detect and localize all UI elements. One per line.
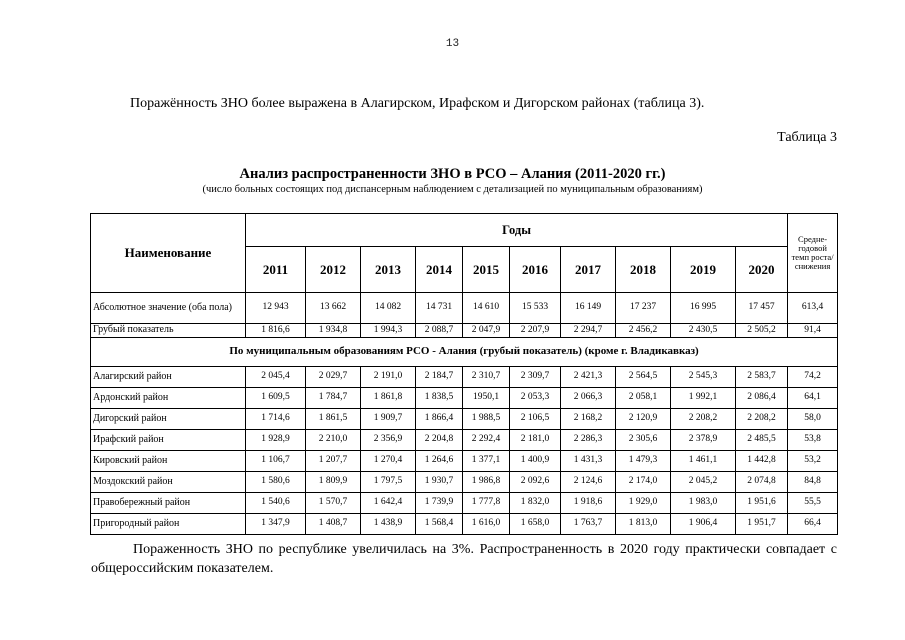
cell-value: 1 909,7 bbox=[361, 409, 416, 430]
cell-value: 1 400,9 bbox=[510, 451, 561, 472]
cell-value: 1 461,1 bbox=[671, 451, 736, 472]
header-year: 2016 bbox=[510, 247, 561, 293]
cell-value: 2 210,0 bbox=[306, 430, 361, 451]
cell-rate: 58,0 bbox=[788, 409, 838, 430]
district-row bbox=[91, 493, 838, 514]
cell-value: 1 777,8 bbox=[463, 493, 510, 514]
cell-value: 14 082 bbox=[361, 293, 416, 324]
cell-value: 1 438,9 bbox=[361, 514, 416, 535]
cell-value: 1 992,1 bbox=[671, 388, 736, 409]
cell-value: 1 442,8 bbox=[736, 451, 788, 472]
section-row bbox=[91, 338, 838, 367]
district-row bbox=[91, 451, 838, 472]
cell-value: 2 208,2 bbox=[671, 409, 736, 430]
header-year: 2018 bbox=[616, 247, 671, 293]
cell-value: 1 813,0 bbox=[616, 514, 671, 535]
cell-value: 2 564,5 bbox=[616, 367, 671, 388]
cell-value: 1 816,6 bbox=[246, 324, 306, 338]
header-name: Наименование bbox=[91, 214, 246, 293]
cell-value: 2 207,9 bbox=[510, 324, 561, 338]
cell-value: 1 988,5 bbox=[463, 409, 510, 430]
header-year: 2019 bbox=[671, 247, 736, 293]
cell-value: 2 310,7 bbox=[463, 367, 510, 388]
cell-value: 2 292,4 bbox=[463, 430, 510, 451]
row-name: Дигорский район bbox=[91, 409, 246, 430]
cell-value: 1 270,4 bbox=[361, 451, 416, 472]
cell-value: 2 309,7 bbox=[510, 367, 561, 388]
cell-rate: 84,8 bbox=[788, 472, 838, 493]
cell-value: 2 086,4 bbox=[736, 388, 788, 409]
table-label: Таблица 3 bbox=[777, 130, 837, 145]
row-absolute bbox=[91, 293, 838, 324]
header-year: 2011 bbox=[246, 247, 306, 293]
row-name: Алагирский район bbox=[91, 367, 246, 388]
cell-value: 2 430,5 bbox=[671, 324, 736, 338]
cell-value: 1 739,9 bbox=[416, 493, 463, 514]
district-row bbox=[91, 430, 838, 451]
cell-value: 2 058,1 bbox=[616, 388, 671, 409]
cell-value: 2 053,3 bbox=[510, 388, 561, 409]
cell-value: 2 204,8 bbox=[416, 430, 463, 451]
cell-rate: 64,1 bbox=[788, 388, 838, 409]
header-year: 2020 bbox=[736, 247, 788, 293]
header-year: 2012 bbox=[306, 247, 361, 293]
cell-value: 2 184,7 bbox=[416, 367, 463, 388]
table-subtitle: (число больных состоящих под диспансерным наблюдением с детализацией по муниципальным образованиям) bbox=[202, 184, 703, 195]
cell-value: 1 207,7 bbox=[306, 451, 361, 472]
cell-rate: 74,2 bbox=[788, 367, 838, 388]
row-name: Пригородный район bbox=[91, 514, 246, 535]
cell-value: 1 951,7 bbox=[736, 514, 788, 535]
cell-value: 1 479,3 bbox=[616, 451, 671, 472]
cell-value: 1 918,6 bbox=[561, 493, 616, 514]
cell-value: 2 074,8 bbox=[736, 472, 788, 493]
cell-value: 1 431,3 bbox=[561, 451, 616, 472]
cell-value: 1 861,5 bbox=[306, 409, 361, 430]
cell-value: 1 838,5 bbox=[416, 388, 463, 409]
cell-value: 1 784,7 bbox=[306, 388, 361, 409]
cell-value: 1 930,7 bbox=[416, 472, 463, 493]
cell-value: 2 047,9 bbox=[463, 324, 510, 338]
district-row bbox=[91, 367, 838, 388]
cell-value: 1 929,0 bbox=[616, 493, 671, 514]
cell-value: 1 408,7 bbox=[306, 514, 361, 535]
cell-value: 2 029,7 bbox=[306, 367, 361, 388]
table-body bbox=[91, 293, 838, 535]
cell-value: 1 809,9 bbox=[306, 472, 361, 493]
cell-value: 1 994,3 bbox=[361, 324, 416, 338]
cell-value: 2 583,7 bbox=[736, 367, 788, 388]
cell-value: 2 092,6 bbox=[510, 472, 561, 493]
cell-value: 2 378,9 bbox=[671, 430, 736, 451]
header-year: 2015 bbox=[463, 247, 510, 293]
cell-value: 15 533 bbox=[510, 293, 561, 324]
cell-value: 2 066,3 bbox=[561, 388, 616, 409]
cell-value: 1 540,6 bbox=[246, 493, 306, 514]
cell-value: 1 609,5 bbox=[246, 388, 306, 409]
cell-value: 1 570,7 bbox=[306, 493, 361, 514]
cell-value: 2 485,5 bbox=[736, 430, 788, 451]
cell-value: 1 763,7 bbox=[561, 514, 616, 535]
cell-value: 2 545,3 bbox=[671, 367, 736, 388]
cell-value: 1 986,8 bbox=[463, 472, 510, 493]
cell-value: 2 286,3 bbox=[561, 430, 616, 451]
district-row bbox=[91, 514, 838, 535]
cell-rate: 53,2 bbox=[788, 451, 838, 472]
row-name: Моздокский район bbox=[91, 472, 246, 493]
cell-value: 2 505,2 bbox=[736, 324, 788, 338]
cell-value: 2 191,0 bbox=[361, 367, 416, 388]
cell-value: 1 866,4 bbox=[416, 409, 463, 430]
cell-value: 2 088,7 bbox=[416, 324, 463, 338]
cell-value: 16 995 bbox=[671, 293, 736, 324]
cell-value: 1 264,6 bbox=[416, 451, 463, 472]
table-title: Анализ распространенности ЗНО в РСО – Алания (2011-2020 гг.) bbox=[239, 166, 666, 182]
row-name: Ирафский район bbox=[91, 430, 246, 451]
cell-value: 14 610 bbox=[463, 293, 510, 324]
cell-rate: 91,4 bbox=[788, 324, 838, 338]
cell-value: 1 797,5 bbox=[361, 472, 416, 493]
district-row bbox=[91, 472, 838, 493]
conclusion-text: Пораженность ЗНО по республике увеличилась на 3%. Распространенность в 2020 году практически совпадает с общероссийским показателем. bbox=[91, 542, 837, 576]
cell-value: 14 731 bbox=[416, 293, 463, 324]
row-name: Ардонский район bbox=[91, 388, 246, 409]
row-name: Грубый показатель bbox=[91, 324, 246, 338]
cell-value: 2 456,2 bbox=[616, 324, 671, 338]
cell-value: 1 658,0 bbox=[510, 514, 561, 535]
cell-value: 1 832,0 bbox=[510, 493, 561, 514]
cell-value: 1 642,4 bbox=[361, 493, 416, 514]
cell-value: 1 951,6 bbox=[736, 493, 788, 514]
cell-value: 1 906,4 bbox=[671, 514, 736, 535]
cell-rate: 66,4 bbox=[788, 514, 838, 535]
row-name: Абсолютное значение (оба пола) bbox=[91, 293, 246, 324]
section-title: По муниципальным образованиям РСО - Алания (грубый показатель) (кроме г. Владикавказ) bbox=[91, 338, 838, 367]
cell-value: 16 149 bbox=[561, 293, 616, 324]
row-crude bbox=[91, 324, 838, 338]
cell-rate: 55,5 bbox=[788, 493, 838, 514]
cell-rate: 53,8 bbox=[788, 430, 838, 451]
cell-value: 12 943 bbox=[246, 293, 306, 324]
cell-value: 17 457 bbox=[736, 293, 788, 324]
header-years-group: Годы bbox=[246, 214, 788, 247]
district-row bbox=[91, 409, 838, 430]
cell-value: 1 377,1 bbox=[463, 451, 510, 472]
header-rate: Средне-годовой темп роста/ снижения bbox=[788, 214, 838, 293]
conclusion-paragraph bbox=[91, 540, 837, 578]
cell-value: 1 714,6 bbox=[246, 409, 306, 430]
cell-value: 1 861,8 bbox=[361, 388, 416, 409]
cell-value: 2 421,3 bbox=[561, 367, 616, 388]
cell-value: 2 294,7 bbox=[561, 324, 616, 338]
cell-value: 2 120,9 bbox=[616, 409, 671, 430]
district-row bbox=[91, 388, 838, 409]
cell-value: 13 662 bbox=[306, 293, 361, 324]
cell-value: 1 347,9 bbox=[246, 514, 306, 535]
prevalence-table bbox=[90, 213, 838, 535]
header-year: 2014 bbox=[416, 247, 463, 293]
cell-value: 2 045,4 bbox=[246, 367, 306, 388]
header-year: 2013 bbox=[361, 247, 416, 293]
cell-value: 1 616,0 bbox=[463, 514, 510, 535]
cell-value: 2 106,5 bbox=[510, 409, 561, 430]
cell-value: 1 928,9 bbox=[246, 430, 306, 451]
row-name: Кировский район bbox=[91, 451, 246, 472]
cell-value: 2 208,2 bbox=[736, 409, 788, 430]
cell-value: 1950,1 bbox=[463, 388, 510, 409]
intro-paragraph: Поражённость ЗНО более выражена в Алагирском, Ирафском и Дигорском районах (таблица 3). bbox=[130, 96, 705, 111]
cell-value: 1 106,7 bbox=[246, 451, 306, 472]
cell-value: 2 356,9 bbox=[361, 430, 416, 451]
header-year: 2017 bbox=[561, 247, 616, 293]
cell-value: 2 305,6 bbox=[616, 430, 671, 451]
cell-value: 2 124,6 bbox=[561, 472, 616, 493]
row-name: Правобережный район bbox=[91, 493, 246, 514]
cell-value: 1 568,4 bbox=[416, 514, 463, 535]
cell-value: 17 237 bbox=[616, 293, 671, 324]
cell-value: 2 045,2 bbox=[671, 472, 736, 493]
cell-value: 2 181,0 bbox=[510, 430, 561, 451]
cell-value: 1 580,6 bbox=[246, 472, 306, 493]
cell-rate: 613,4 bbox=[788, 293, 838, 324]
cell-value: 2 168,2 bbox=[561, 409, 616, 430]
page-number: 13 bbox=[445, 38, 460, 50]
cell-value: 2 174,0 bbox=[616, 472, 671, 493]
cell-value: 1 983,0 bbox=[671, 493, 736, 514]
cell-value: 1 934,8 bbox=[306, 324, 361, 338]
